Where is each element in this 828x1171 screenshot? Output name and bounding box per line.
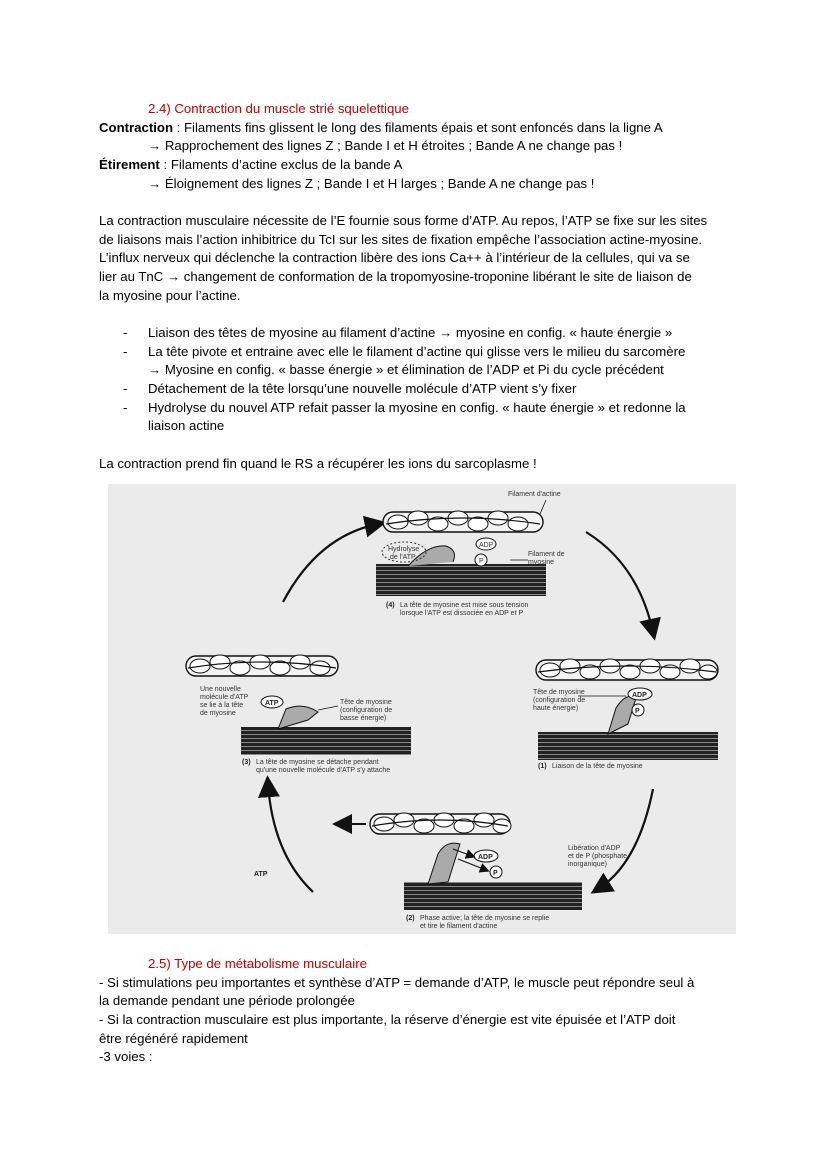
- label-p: P: [493, 870, 498, 877]
- stretch-definition: [99, 156, 402, 175]
- label-new-atp-2: molécule d'ATP: [200, 694, 249, 701]
- metabolism-line-1: - Si stimulations peu importantes et synthèse d’ATP = demande d’ATP, le muscle peut répondre seul à: [99, 975, 695, 990]
- list-item-line: Liaison des têtes de myosine au filament d’actine → myosine en config. « haute énergie »: [148, 325, 673, 340]
- section-heading-metabolism: 2.5) Type de métabolisme musculaire: [148, 956, 367, 971]
- label-atp: ATP: [265, 700, 279, 707]
- label-actin-filament: Filament d'actine: [508, 491, 561, 498]
- list-item-line: Hydrolyse du nouvel ATP refait passer la myosine en config. « haute énergie » et redonne la: [148, 400, 686, 415]
- myosin-filament: [538, 732, 718, 760]
- label-release-3: inorganique): [568, 861, 607, 868]
- label-myosin-filament: Filament de: [528, 551, 565, 558]
- list-dash: -: [123, 400, 128, 415]
- metabolism-line-4: être régénéré rapidement: [99, 1031, 248, 1046]
- metabolism-line-3: - Si la contraction musculaire est plus importante, la réserve d’énergie est vite épuisée et l’ATP doit: [99, 1012, 676, 1027]
- cross-bridge-cycle-figure: [108, 484, 736, 934]
- label-atp: ATP: [254, 871, 268, 878]
- label-myosin-filament-2: myosine: [528, 559, 555, 566]
- contraction-text: : Filaments fins glissent le long des filaments épais et sont enfoncés dans la ligne A: [173, 120, 663, 135]
- label-release-1: Libération d'ADP: [568, 845, 621, 852]
- paragraph-line-4: lier au TnC → changement de conformation de la tropomyosine-troponine libérant le site de liaison de: [99, 269, 692, 284]
- list-dash: -: [123, 344, 128, 359]
- list-item-line: liaison actine: [148, 418, 225, 433]
- label-head-low-3: basse énergie): [340, 715, 387, 722]
- caption-step-3-line-2: qu'une nouvelle molécule d'ATP s'y attache: [256, 767, 391, 774]
- actin-filament: [536, 659, 718, 680]
- label-hydrolysis: Hydrolyse: [388, 546, 420, 553]
- contraction-definition: [99, 119, 663, 138]
- label-head-high-2: (configuration de: [533, 697, 586, 704]
- metabolism-line-2: la demande pendant une période prolongée: [99, 993, 355, 1008]
- caption-step-3-number: (3): [242, 759, 251, 766]
- actin-filament: [186, 655, 338, 676]
- label-new-atp-3: se lie à la tête: [200, 702, 244, 709]
- stretch-text: : Filaments d’actine exclus de la bande A: [159, 157, 403, 172]
- myosin-filament: [376, 564, 546, 596]
- list-item: [123, 343, 732, 362]
- caption-step-2-line-2: et tire le filament d'actine: [420, 923, 498, 930]
- cross-bridge-cycle-diagram: [108, 484, 736, 934]
- myosin-head: [608, 696, 636, 734]
- actin-filament: [370, 813, 511, 834]
- label-adp: ADP: [478, 854, 493, 861]
- label-new-atp-4: de myosine: [200, 710, 236, 717]
- stretch-result: → Éloignement des lignes Z ; Bande I et H larges ; Bande A ne change pas !: [148, 176, 595, 191]
- list-item-line: → Myosine en config. « basse énergie » et élimination de l’ADP et Pi du cycle précédent: [148, 362, 664, 377]
- label-p: P: [479, 558, 484, 565]
- caption-step-2-number: (2): [406, 915, 415, 922]
- myosin-head: [428, 843, 460, 884]
- metabolism-line-5: -3 voies :: [99, 1049, 153, 1064]
- label-new-atp-1: Une nouvelle: [200, 686, 241, 693]
- caption-step-1-number: (1): [538, 763, 547, 770]
- list-dash: -: [123, 325, 128, 340]
- caption-step-4-line-1: La tête de myosine est mise sous tension: [400, 602, 529, 609]
- label-release-2: et de P (phosphate: [568, 853, 628, 860]
- panel-step-2: [254, 813, 627, 930]
- cycle-arrow-bottom-right: [598, 789, 653, 889]
- list-item-line: La tête pivote et entraine avec elle le filament d’actine qui glisse vers le milieu du sarcomère: [148, 344, 686, 359]
- cycle-arrow-top-left: [283, 524, 378, 602]
- paragraph-line-1: La contraction musculaire nécessite de l’E fournie sous forme d’ATP. Au repos, l’ATP se fixe sur les sites: [99, 213, 708, 228]
- label-p: P: [635, 708, 640, 715]
- list-item: [123, 380, 732, 399]
- caption-step-1-line-1: Liaison de la tête de myosine: [552, 763, 643, 770]
- panel-step-4: [376, 491, 565, 617]
- label-head-high-3: haute énergie): [533, 705, 579, 712]
- myosin-filament: [404, 882, 582, 910]
- label-hydrolysis-atp: de l'ATP: [390, 554, 416, 561]
- paragraph-line-5: la myosine pour l’actine.: [99, 288, 241, 303]
- list-item: [123, 324, 732, 343]
- panel-step-1: [533, 659, 718, 770]
- contraction-result: → Rapprochement des lignes Z ; Bande I et H étroites ; Bande A ne change pas !: [148, 138, 623, 153]
- myosin-filament: [241, 727, 411, 755]
- caption-step-3-line-1: La tête de myosine se détache pendant: [256, 759, 379, 766]
- label-adp: ADP: [479, 542, 494, 549]
- label-head-low-2: (configuration de: [340, 707, 393, 714]
- caption-step-4-number: (4): [386, 602, 395, 609]
- paragraph-line-2: de liaisons mais l’action inhibitrice du TcI sur les sites de fixation empêche l’association actine-myosine.: [99, 232, 703, 247]
- stretch-term: Étirement: [99, 157, 160, 172]
- cycle-arrow-top-right: [586, 532, 653, 632]
- actin-filament: [383, 511, 543, 532]
- paragraph-line-3: L’influx nerveux qui déclenche la contraction libère des ions Ca++ à l’intérieur de la cellules, qui va se: [99, 250, 690, 265]
- contraction-term: Contraction: [99, 120, 173, 135]
- section-heading-contraction: 2.4) Contraction du muscle strié squelettique: [148, 101, 409, 116]
- caption-step-4-line-2: lorsque l'ATP est dissociée en ADP et P: [400, 610, 524, 617]
- cycle-arrow-bottom-left: [268, 784, 313, 892]
- myosin-head: [278, 706, 318, 729]
- list-item: [123, 399, 732, 418]
- conclusion: La contraction prend fin quand le RS a récupérer les ions du sarcoplasme !: [99, 456, 537, 471]
- list-dash: -: [123, 381, 128, 396]
- list-item-line: Détachement de la tête lorsqu’une nouvelle molécule d’ATP vient s’y fixer: [148, 381, 577, 396]
- panel-step-3: [186, 655, 411, 774]
- label-head-high-1: Tête de myosine: [533, 689, 585, 696]
- caption-step-2-line-1: Phase active; la tête de myosine se replie: [420, 915, 550, 922]
- label-adp: ADP: [632, 692, 647, 699]
- label-head-low-1: Tête de myosine: [340, 699, 392, 706]
